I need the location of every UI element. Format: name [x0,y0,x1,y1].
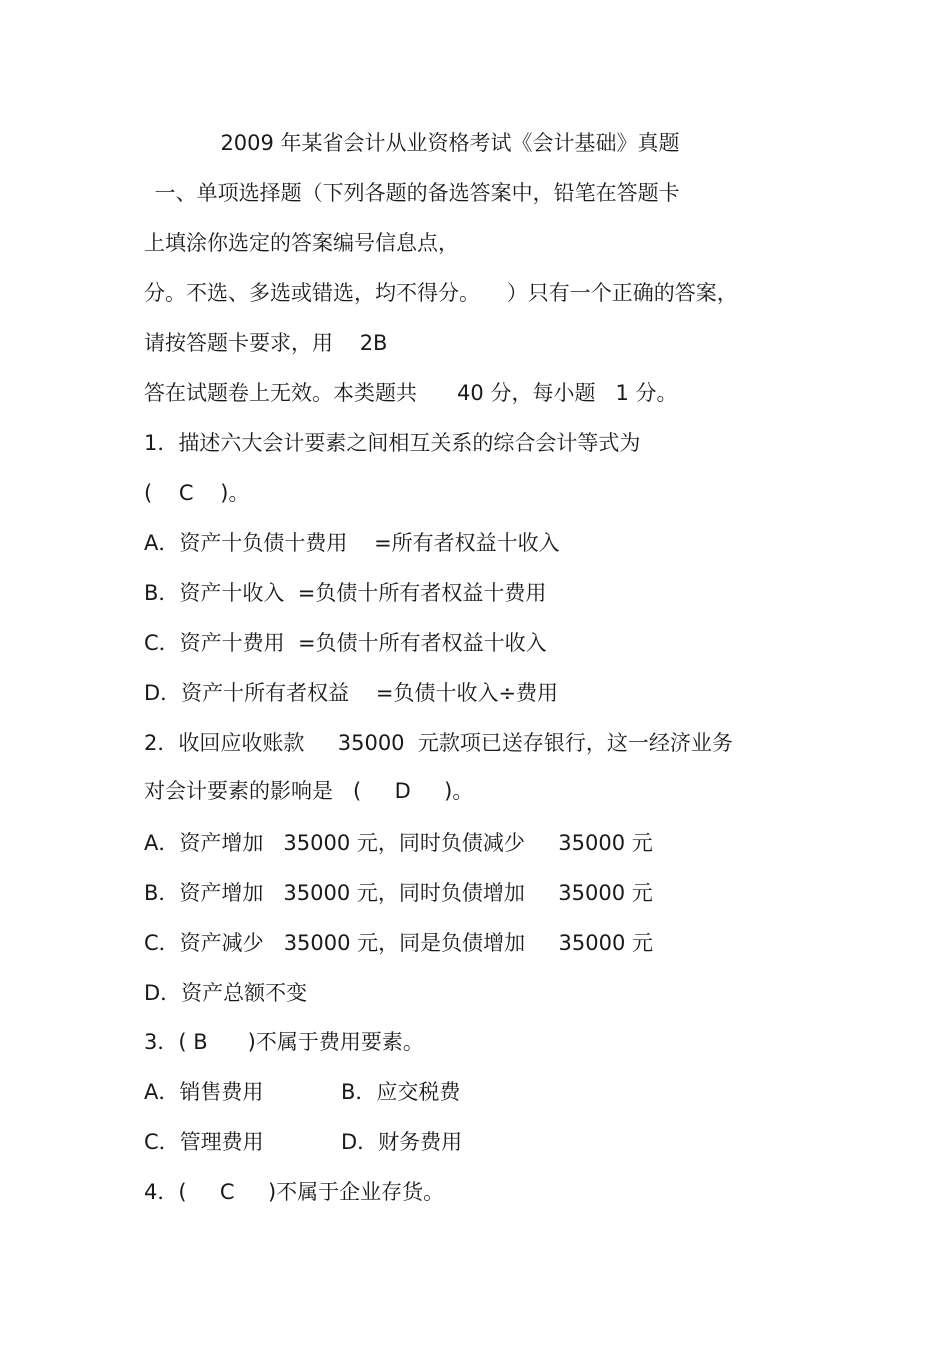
question-answer: ( C )。 [144,481,250,505]
question-stem: 1．描述六大会计要素之间相互关系的综合会计等式为 [144,431,641,455]
instruction-line: 上填涂你选定的答案编号信息点， [144,231,459,255]
section-heading: 一、单项选择题（下列各题的备选答案中，铅笔在答题卡 [148,181,680,205]
answer-option: C．资产减少 35000 元，同是负债增加 35000 元 [144,931,654,955]
answer-option: C．管理费用 [144,1130,264,1154]
answer-option: A．资产十负债十费用 =所有者权益十收入 [144,531,560,555]
answer-option: A．资产增加 35000 元，同时负债减少 35000 元 [144,831,653,855]
answer-option: B．应交税费 [341,1080,461,1104]
answer-option: D．资产总额不变 [144,981,308,1005]
instruction-line: 分。不选、多选或错选，均不得分。 ）只有一个正确的答案， [144,281,738,305]
answer-option: D．资产十所有者权益 =负债十收入÷费用 [144,681,559,705]
question-stem: 2．收回应收账款 35000 元款项已送存银行，这一经济业务 [144,731,733,755]
instruction-line: 答在试题卷上无效。本类题共 40 分，每小题 1 分。 [144,381,678,405]
document-title: 2009 年某省会计从业资格考试《会计基础》真题 [220,131,680,155]
answer-option: B．资产十收入 =负债十所有者权益十费用 [144,581,547,605]
question-stem: 3．( B )不属于费用要素。 [144,1030,424,1054]
question-stem: 4．( C )不属于企业存货。 [144,1180,445,1204]
answer-option: B．资产增加 35000 元，同时负债增加 35000 元 [144,881,653,905]
answer-option: C．资产十费用 =负债十所有者权益十收入 [144,631,547,655]
instruction-line: 请按答题卡要求，用 2B [144,331,388,355]
question-answer: 对会计要素的影响是 ( D )。 [144,779,474,803]
answer-option: D．财务费用 [341,1130,463,1154]
answer-option: A．销售费用 [144,1080,264,1104]
